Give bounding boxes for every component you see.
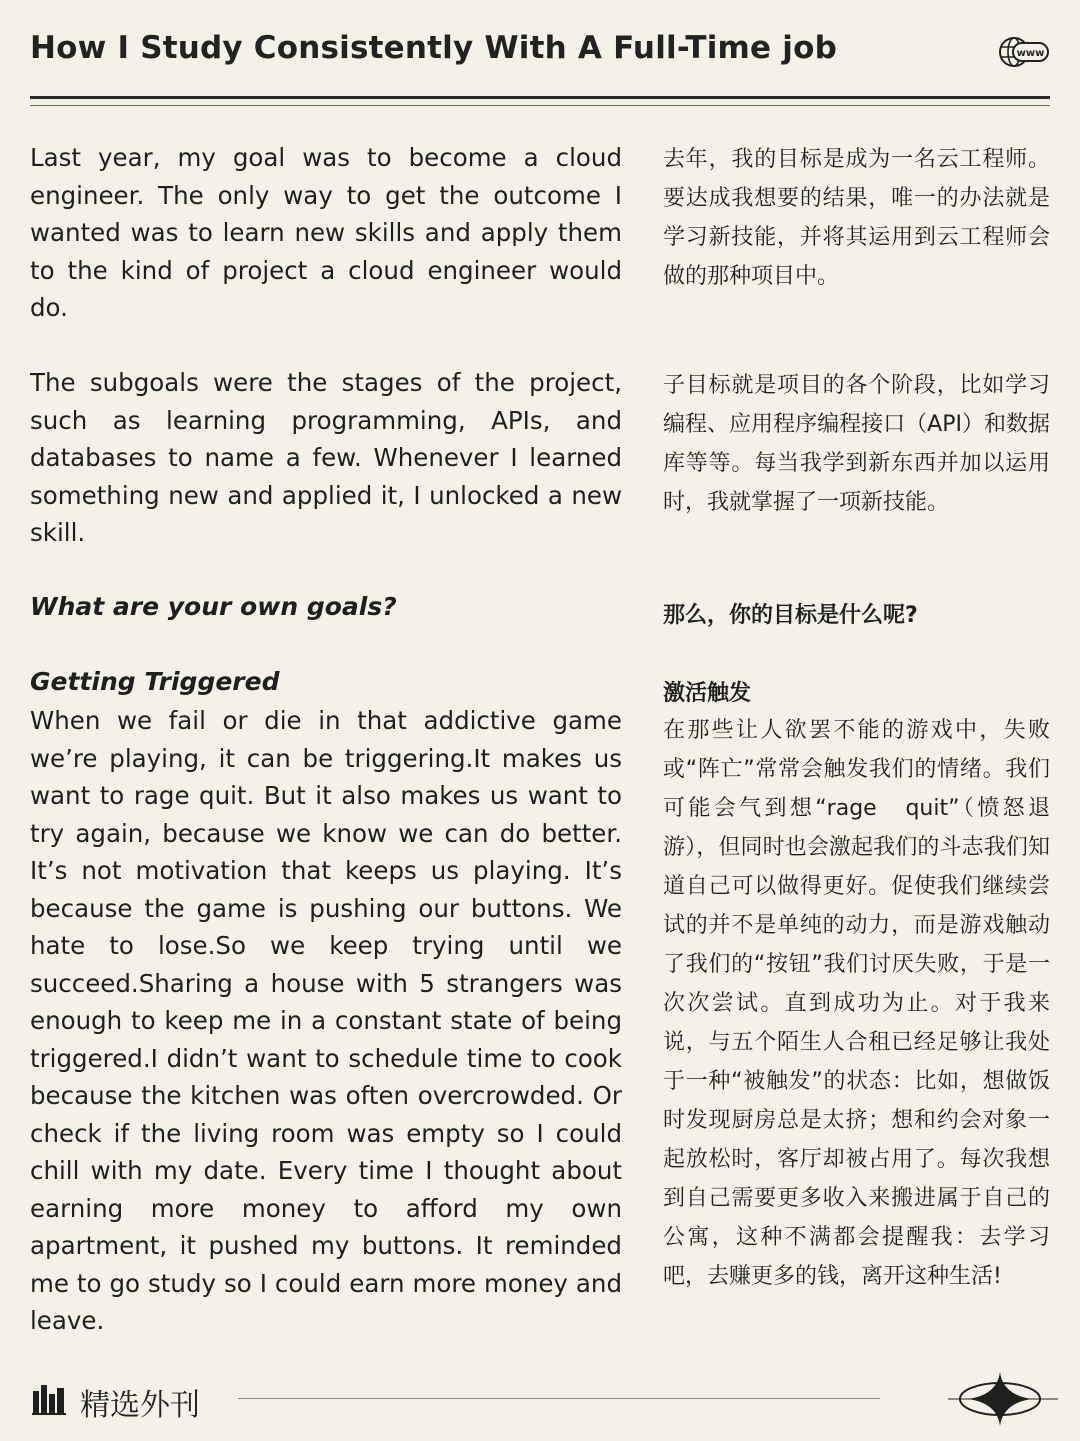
chinese-paragraph-2: 子目标就是项目的各个阶段，比如学习编程、应用程序编程接口（API）和数据库等等。每当我学到新东西并加以运用时，我就掌握了一项新技能。 — [663, 373, 1050, 515]
english-paragraph-2: The subgoals were the stages of the project, such as learning programming, APIs, and databases to name a few. Whenever I learned something new and applied it, I unlocked a new skill. — [30, 368, 622, 547]
header-rule-thin — [30, 105, 1050, 106]
chinese-section-heading: 激活触发 — [663, 681, 752, 706]
page-title: How I Study Consistently With A Full-Time job — [30, 30, 837, 66]
footer-divider — [238, 1398, 880, 1399]
four-point-star-icon — [948, 1370, 1058, 1428]
english-question: What are your own goals? — [30, 592, 397, 621]
english-paragraph-1: Last year, my goal was to become a cloud engineer. The only way to get the outcome I wanted was to learn new skills and apply them to the kind of project a cloud engineer would do. — [30, 143, 622, 322]
books-icon — [32, 1383, 66, 1415]
chinese-question: 那么，你的目标是什么呢? — [663, 603, 918, 628]
www-globe-icon — [996, 32, 1050, 72]
english-paragraph-3: When we fail or die in that addictive game we’re playing, it can be triggering.It makes us want to rage quit. But it also makes us want to try again, because we know we can do better. It’s not motivation that keeps us playing. It’s because the game is pushing our buttons. We hate to lose.So we keep trying until we succeed.Sharing a house with 5 strangers was enough to keep me in a constant state of being triggered.I didn’t want to schedule time to cook because the kitchen was often overcrowded. Or check if the living room was empty so I could chill with my date. Every time I thought about earning more money to afford my own apartment, it pushed my buttons. It reminded me to go study so I could earn more money and leave. — [30, 706, 622, 1335]
chinese-paragraph-1: 去年，我的目标是成为一名云工程师。要达成我想要的结果，唯一的办法就是学习新技能，并将其运用到云工程师会做的那种项目中。 — [663, 147, 1050, 289]
english-section-heading: Getting Triggered — [30, 667, 280, 696]
chinese-paragraph-3: 在那些让人欲罢不能的游戏中，失败或“阵亡”常常会触发我们的情绪。我们可能会气到想“rage quit”（愤怒退游），但同时也会激起我们的斗志我们知道自己可以做得更好。促使我们继续尝试的并不是单纯的动力，而是游戏触动了我们的“按钮”我们讨厌失败，于是一次次尝试。直到成功为止。对于我来说，与五个陌生人合租已经足够让我处于一种“被触发”的状态：比如，想做饭时发现厨房总是太挤；想和约会对象一起放松时，客厅却被占用了。每次我想到自己需要更多收入来搬进属于自己的公寓，这种不满都会提醒我：去学习吧，去赚更多的钱，离开这种生活! — [663, 718, 1050, 1289]
footer-brand: 精选外刊 — [80, 1388, 200, 1423]
www-label: www — [1016, 48, 1045, 59]
header-rule-thick — [30, 96, 1050, 99]
